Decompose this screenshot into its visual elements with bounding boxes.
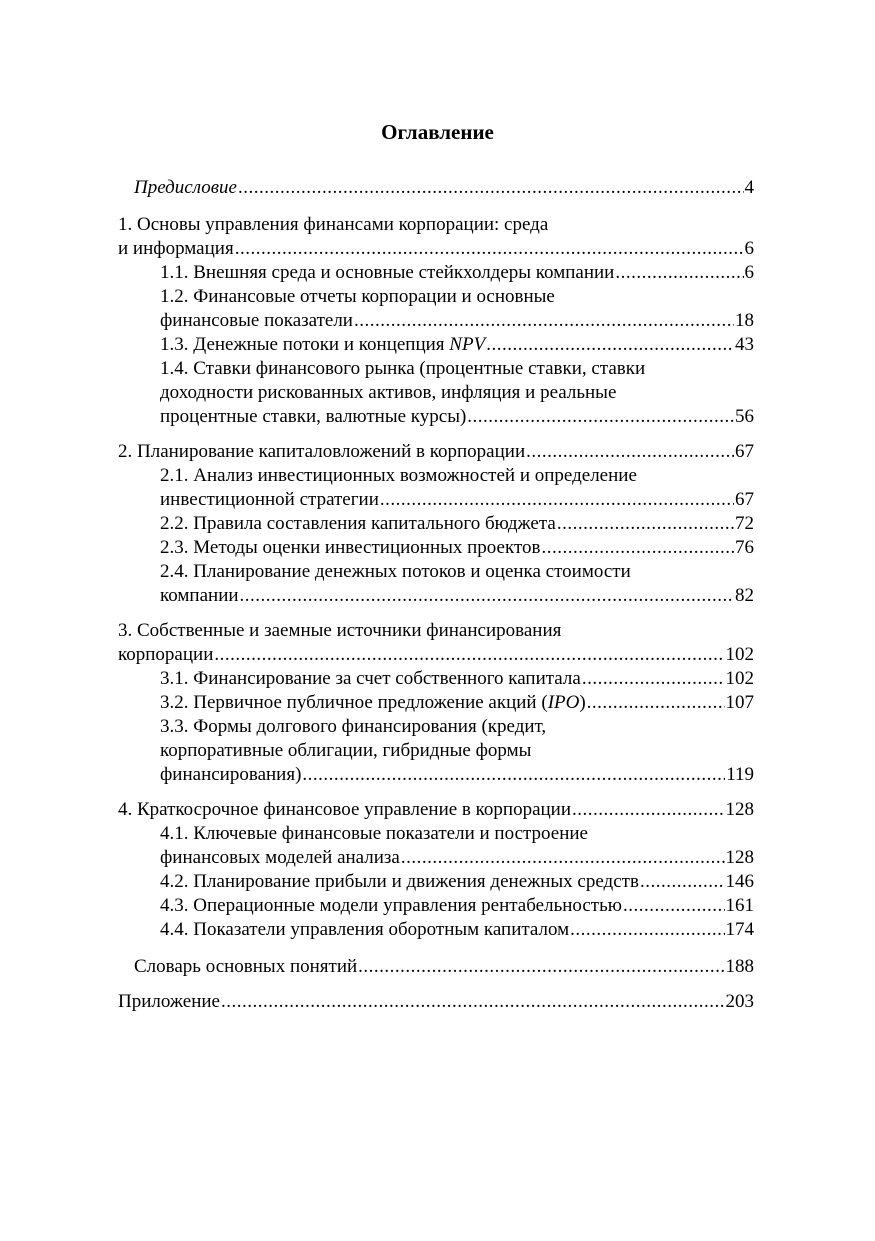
dot-leader [467,405,734,429]
dot-leader [401,846,725,870]
toc-entry-section-1-2[interactable] [118,285,754,333]
dot-leader [235,237,744,261]
toc-entry-label: 1.1. Внешняя среда и основные стейкхолдеры компании [160,262,615,283]
toc-entry-label: Приложение [118,991,220,1012]
toc-entry-label: Предисловие [134,177,237,198]
toc-entry-label: 2. Планирование капиталовложений в корпорации [118,441,526,462]
toc-entry-section-4-2[interactable] [118,870,754,894]
dot-leader [358,955,724,979]
toc-page-number: 4 [744,177,754,198]
toc-entry-preface[interactable] [118,176,754,200]
dot-leader [582,667,725,691]
dot-leader [570,918,724,942]
toc-entry-label: 1. Основы управления финансами корпорации: среда [118,214,549,235]
toc-entry-label: 4.4. Показатели управления оборотным капиталом [160,919,570,940]
toc-page-number: 161 [725,895,754,916]
toc-entry-chapter-4[interactable] [118,798,754,822]
page-title: Оглавление [381,120,494,144]
toc-entry-section-4-3[interactable] [118,894,754,918]
dot-leader [240,584,734,608]
toc-entry-label: Словарь основных понятий [134,956,358,977]
toc-entry-label: 2.3. Методы оценки инвестиционных проектов [160,537,541,558]
toc-page-number: 56 [735,406,754,427]
toc-entry-label: 2.2. Правила составления капитального бюджета [160,513,556,534]
toc-entry-label: 3.3. Формы долгового финансирования (кредит, [160,716,547,737]
dot-leader [486,333,734,357]
toc-entry-label: 2.1. Анализ инвестиционных возможностей и определение [160,465,637,486]
toc-entry-chapter-3[interactable] [118,619,754,667]
dot-leader [526,440,734,464]
toc-page-number: 146 [725,871,754,892]
toc-page-number: 6 [744,262,754,283]
toc-entry-label: 1.3. Денежные потоки и концепция NPV [160,334,486,355]
toc-entry-section-4-4[interactable] [118,918,754,942]
toc-entry-label: и информация [118,238,234,259]
toc-page-number: 67 [735,441,754,462]
toc-entry-section-3-2[interactable] [118,691,754,715]
toc-entry-chapter-2[interactable] [118,440,754,464]
toc-page-number: 67 [735,489,754,510]
dot-leader [572,798,724,822]
toc-page-number: 188 [725,956,754,977]
toc-entry-label: 2.4. Планирование денежных потоков и оценка стоимости [160,561,631,582]
dot-leader [302,763,725,787]
toc-page-number: 102 [725,668,754,689]
toc-entry-label: финансовые показатели [160,310,353,331]
toc-page-number: 43 [735,334,754,355]
toc-entry-label: доходности рискованных активов, инфляция и реальные [160,382,617,403]
toc-entry-label: процентные ставки, валютные курсы) [160,406,467,427]
toc-entry-label: 4.3. Операционные модели управления рентабельностью [160,895,622,916]
toc-entry-section-1-4[interactable] [118,357,754,429]
ipo-term: IPO [547,692,580,713]
toc-entry-section-2-1[interactable] [118,464,754,512]
toc-entry-label: 3.1. Финансирование за счет собственного капитала [160,668,581,689]
toc-page-number: 72 [735,513,754,534]
toc-entry-glossary[interactable] [118,955,754,979]
dot-leader [541,536,734,560]
dot-leader [354,309,734,333]
toc-page-number: 82 [735,585,754,606]
toc-entry-label: 4.2. Планирование прибыли и движения денежных средств [160,871,639,892]
toc-entry-label: 4.1. Ключевые финансовые показатели и построение [160,823,588,844]
toc-page-number: 174 [725,919,754,940]
toc-page-number: 119 [726,764,754,785]
dot-leader [221,990,725,1014]
toc-entry-label: корпорации [118,644,214,665]
toc-entry-section-2-3[interactable] [118,536,754,560]
toc-entry-label: 1.2. Финансовые отчеты корпорации и основные [160,286,555,307]
dot-leader [640,870,725,894]
toc-entry-section-3-1[interactable] [118,667,754,691]
toc-entry-label: финансирования) [160,764,302,785]
dot-leader [238,176,744,200]
toc-entry-label: 3.2. Первичное публичное предложение акций (IPO) [160,692,586,713]
toc-page-number: 76 [735,537,754,558]
toc-entry-section-1-1[interactable] [118,261,754,285]
toc-entry-section-2-4[interactable] [118,560,754,608]
toc-page-number: 128 [725,799,754,820]
npv-term: NPV [449,334,486,355]
dot-leader [214,643,724,667]
toc-entry-appendix[interactable] [118,990,754,1014]
toc-page-number: 128 [725,847,754,868]
toc-entry-label: 4. Краткосрочное финансовое управление в корпорации [118,799,572,820]
table-of-contents [118,176,754,1014]
dot-leader [557,512,734,536]
dot-leader [623,894,725,918]
toc-page-number: 102 [725,644,754,665]
toc-page-number: 6 [744,238,754,259]
toc-page-number: 18 [735,310,754,331]
toc-entry-label: компании [160,585,239,606]
toc-entry-section-2-2[interactable] [118,512,754,536]
toc-entry-label: инвестиционной стратегии [160,489,379,510]
dot-leader [380,488,734,512]
toc-entry-section-4-1[interactable] [118,822,754,870]
toc-entry-label: корпоративные облигации, гибридные формы [160,740,532,761]
toc-entry-label: 3. Собственные и заемные источники финансирования [118,620,562,641]
toc-entry-chapter-1[interactable] [118,213,754,261]
toc-entry-label: финансовых моделей анализа [160,847,400,868]
toc-entry-label: 1.4. Ставки финансового рынка (процентные ставки, ставки [160,358,646,379]
toc-page-number: 203 [725,991,754,1012]
dot-leader [615,261,743,285]
toc-page-number: 107 [725,692,754,713]
toc-entry-section-3-3[interactable] [118,715,754,787]
toc-entry-section-1-3[interactable] [118,333,754,357]
dot-leader [587,691,725,715]
